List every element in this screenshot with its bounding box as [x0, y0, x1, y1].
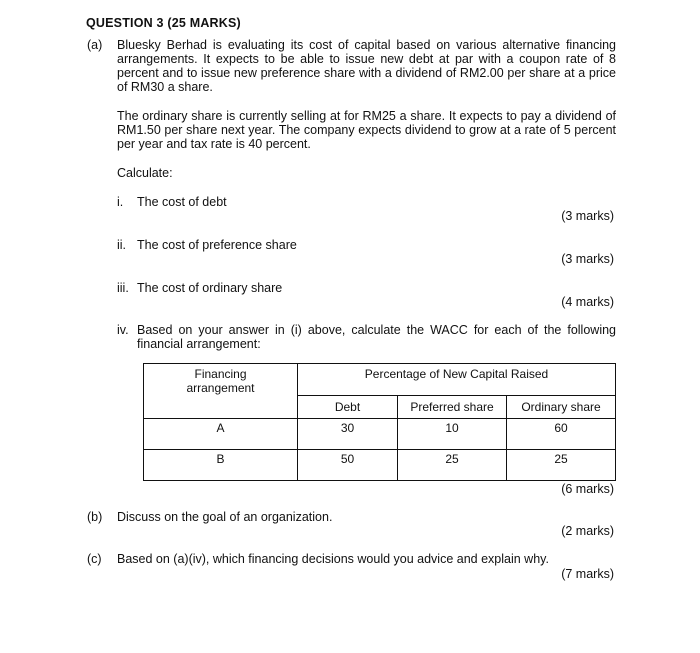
- item-ii-text: The cost of preference share: [137, 238, 297, 252]
- item-iii-number: iii.: [117, 281, 129, 295]
- part-c-text: Based on (a)(iv), which financing decisions would you advice and explain why.: [117, 552, 549, 566]
- arrangement-cell: A: [144, 419, 298, 450]
- calculate-label: Calculate:: [117, 166, 173, 180]
- header-line-1: Financing: [194, 367, 247, 381]
- item-i-text: The cost of debt: [137, 195, 227, 209]
- table-row: [144, 450, 616, 481]
- item-iii-text: The cost of ordinary share: [137, 281, 283, 295]
- part-a-label: (a): [87, 38, 103, 52]
- item-ii-marks: (3 marks): [561, 252, 614, 266]
- header-line-2: arrangement: [186, 381, 255, 395]
- part-b-label: (b): [87, 510, 103, 524]
- debt-cell: 50: [298, 450, 398, 481]
- ordinary-cell: 60: [507, 419, 616, 450]
- item-iii-marks: (4 marks): [561, 295, 614, 309]
- question-title: QUESTION 3 (25 MARKS): [86, 16, 241, 30]
- part-c-label: (c): [87, 552, 102, 566]
- arrangement-cell: B: [144, 450, 298, 481]
- item-ii-number: ii.: [117, 238, 127, 252]
- financing-arrangement-header: [144, 364, 298, 419]
- preferred-cell: 10: [398, 419, 507, 450]
- part-a-paragraph-1: Bluesky Berhad is evaluating its cost of capital based on various alternative financing arrangements. It expects to be able to issue new debt at par with a coupon rate of 8 percent and to issue new preference share with a dividend of RM2.00 per share at a price of RM30 a share.: [117, 38, 616, 94]
- part-b-text: Discuss on the goal of an organization.: [117, 510, 333, 524]
- ordinary-cell: 25: [507, 450, 616, 481]
- debt-header: Debt: [298, 396, 398, 419]
- part-c-marks: (7 marks): [561, 567, 614, 581]
- item-i-number: i.: [117, 195, 124, 209]
- financing-table: [143, 363, 616, 481]
- debt-cell: 30: [298, 419, 398, 450]
- preferred-share-header: Preferred share: [398, 396, 507, 419]
- ordinary-share-header: Ordinary share: [507, 396, 616, 419]
- table-row: [144, 419, 616, 450]
- item-iv-number: iv.: [117, 323, 129, 337]
- part-a-paragraph-2: The ordinary share is currently selling at for RM25 a share. It expects to pay a dividend of RM1.50 per share next year. The company expects dividend to grow at a rate of 5 percent per year and tax rate is 40 percent.: [117, 109, 616, 151]
- preferred-cell: 25: [398, 450, 507, 481]
- capital-raised-header: Percentage of New Capital Raised: [298, 364, 616, 396]
- item-iv-marks: (6 marks): [561, 482, 614, 496]
- part-b-marks: (2 marks): [561, 524, 614, 538]
- item-i-marks: (3 marks): [561, 209, 614, 223]
- item-iv-text: Based on your answer in (i) above, calculate the WACC for each of the following financial arrangement:: [137, 323, 616, 351]
